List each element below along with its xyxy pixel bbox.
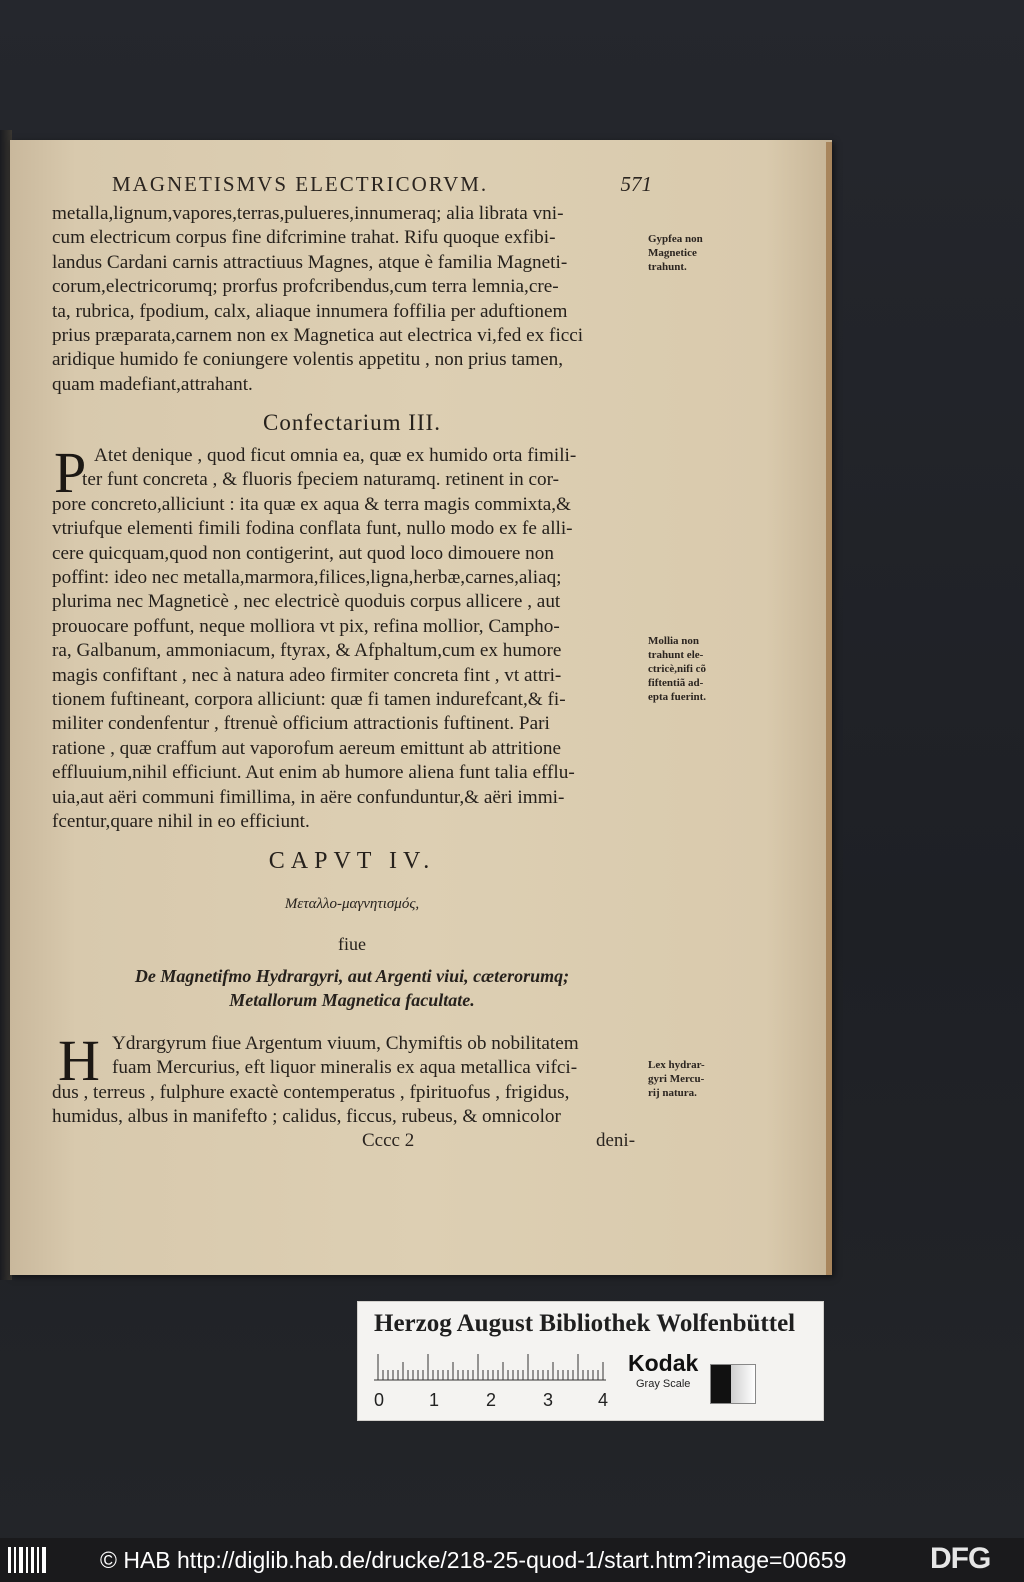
text-line: prouocare poffunt, neque molliora vt pix, refina mollior, Campho- (52, 615, 560, 637)
text-line: metalla,lignum,vapores,terras,pulueres,innumeraq; alia librata vni- (52, 203, 564, 224)
text-line: vtriufque elementi fimili fodina conflata funt, nullo modo ex fe alli- (52, 518, 573, 540)
section-heading: Confectarium III. (263, 410, 441, 435)
chapter-subtitle-line-1: De Magnetifmo Hydrargyri, aut Argenti viui, cæterorumq; (134, 966, 570, 986)
chapter-subtitle-line-2: Metallorum Magnetica facultate. (229, 990, 475, 1010)
text-line: poffint: ideo nec metalla,marmora,filices,ligna,herbæ,carnes,aliaq; (52, 567, 562, 589)
signature-mark: Cccc 2 (362, 1130, 415, 1151)
text-line: effluuium,nihil efficiunt. Aut enim ab humore aliena funt talia efflu- (52, 762, 575, 784)
library-name: Herzog August Bibliothek Wolfenbüttel (374, 1310, 796, 1337)
paragraph-1 (52, 202, 652, 397)
hab-barcode-logo-icon (6, 1544, 50, 1576)
text-line: fuam Mercurius, eft liquor mineralis ex aqua metallica vifci- (112, 1057, 578, 1079)
margin-note-line: trahunt. (648, 261, 687, 273)
text-line: Ydrargyrum fiue Argentum viuum, Chymiftis ob nobilitatem (112, 1033, 579, 1054)
paragraph-2 (52, 440, 652, 835)
drop-cap-p: P (54, 440, 87, 505)
margin-note-line: Mollia non (648, 635, 700, 647)
text-line: quam madefiant,attrahant. (52, 373, 253, 395)
header-title: MAGNETISMVS ELECTRICORVM. (112, 172, 489, 196)
running-header (112, 172, 652, 197)
margin-note-line: epta fuerint. (648, 691, 707, 703)
chapter-heading: CAPVT IV. (268, 848, 436, 874)
text-line: aridique humido fe coniungere volentis appetitu , non prius tamen, (52, 349, 564, 371)
ruler-number: 3 (543, 1390, 554, 1410)
paragraph-3 (52, 1028, 652, 1130)
text-line: fcentur,quare nihil in eo efficiunt. (52, 811, 310, 833)
dfg-logo: DFG (930, 1542, 991, 1575)
margin-note-3 (648, 1058, 738, 1100)
text-line: corum,electricorumq; prorfus profcribendus,cum terra lemnia,cre- (52, 276, 559, 298)
text-line: ra, Galbanum, ammoniacum, ftyrax, & Afphaltum,cum ex humore (52, 640, 562, 662)
margin-note-line: Lex hydrar- (648, 1059, 705, 1071)
text-line: prius præparata,carnem non ex Magnetica aut electrica vi,fed ex ficci (52, 325, 584, 347)
margin-note-line: ctricè,nifi cõ (648, 663, 707, 675)
margin-note-line: fiftentiã ad- (648, 677, 704, 689)
library-color-card (357, 1301, 824, 1421)
drop-cap-h: H (58, 1028, 100, 1093)
siue-word: fiue (338, 934, 366, 954)
margin-note-line: Magnetice (648, 247, 697, 259)
margin-note-line: rij natura. (648, 1087, 697, 1099)
text-line: pore concreto,alliciunt : ita quæ ex aqua & terra magis commixta,& (52, 493, 571, 515)
text-line: cere quicquam,quod non contigerint, aut quod loco dimouere non (52, 542, 554, 564)
ruler-ticks (374, 1350, 614, 1386)
text-line: plurima nec Magneticè , nec electricè quoduis corpus allicere , aut (52, 591, 561, 613)
margin-note-1 (648, 232, 738, 274)
page-number: 571 (620, 172, 652, 196)
catchword: deni- (596, 1130, 636, 1151)
text-line: landus Cardani carnis attractiuus Magnes, atque è familia Magneti- (52, 251, 568, 273)
page-edge (826, 142, 832, 1275)
scale-ruler (374, 1350, 614, 1410)
margin-note-2 (648, 634, 738, 704)
text-line: Atet denique , quod ficut omnia ea, quæ ex humido orta fimili- (94, 445, 577, 466)
kodak-label: Kodak (628, 1350, 699, 1376)
text-line: humidus, albus in manifefto ; calidus, ficcus, rubeus, & omnicolor (52, 1106, 561, 1128)
ruler-number: 0 (374, 1390, 385, 1410)
ruler-number: 1 (429, 1390, 440, 1410)
ruler-number: 2 (486, 1390, 497, 1410)
footer-bar (0, 1538, 1024, 1582)
margin-note-line: Gypfea non (648, 233, 703, 245)
text-line: militer condenfentur , ftrenuè officium attractionis fuftinent. Pari (52, 713, 550, 735)
gray-scale-patch (710, 1364, 756, 1404)
margin-note-line: gyri Mercu- (648, 1073, 705, 1085)
ruler-number: 4 (598, 1390, 609, 1410)
greek-title: Μεταλλο-μαγνητισμός, (284, 896, 420, 912)
text-line: dus , terreus , fulphure exactè contemperatus , fpirituofus , frigidus, (52, 1081, 570, 1103)
text-line: tionem fuftineant, corpora alliciunt: quæ fi tamen indurefcant,& fi- (52, 689, 566, 711)
text-line: uia,aut aëri communi fimillima, in aëre confunduntur,& aëri immi- (52, 786, 565, 808)
gray-scale-label: Gray Scale (636, 1378, 691, 1390)
footer-url-text: © HAB http://diglib.hab.de/drucke/218-25-quod-1/start.htm?image=00659 (100, 1547, 847, 1573)
text-line: ta, rubrica, fpodium, calx, aliaque innumera foffilia per aduftionem (52, 300, 568, 322)
text-line: cum electricum corpus fine difcrimine trahat. Rifu quoque exfibi- (52, 227, 556, 249)
text-line: ratione , quæ craffum aut vaporofum aereum emittunt ab attritione (52, 737, 562, 759)
text-line: ter funt concreta , & fluoris fpeciem naturamq. retinent in cor- (82, 469, 559, 491)
margin-note-line: trahunt ele- (648, 649, 704, 661)
text-line: magis confiftant , nec à natura adeo firmiter concreta fint , vt attri- (52, 664, 562, 686)
